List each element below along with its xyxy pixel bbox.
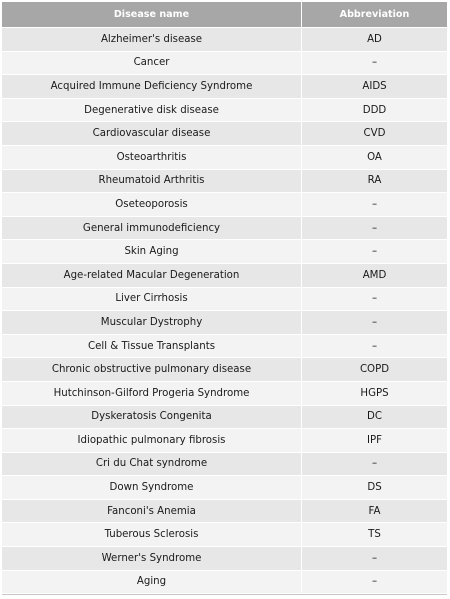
disease-name-cell: Alzheimer's disease	[2, 28, 302, 52]
disease-name-cell: Dyskeratosis Congenita	[2, 406, 302, 430]
abbreviation-cell: –	[302, 240, 447, 264]
abbreviation-cell: –	[302, 453, 447, 477]
disease-name-cell: Cardiovascular disease	[2, 122, 302, 146]
table-row	[2, 193, 447, 217]
disease-name-cell: Tuberous Sclerosis	[2, 523, 302, 547]
table-row	[2, 122, 447, 146]
table-row	[2, 99, 447, 123]
table-row	[2, 382, 447, 406]
abbreviation-cell: RA	[302, 170, 447, 194]
abbreviation-cell: DS	[302, 476, 447, 500]
abbreviation-cell: DC	[302, 406, 447, 430]
disease-name-cell: Rheumatoid Arthritis	[2, 170, 302, 194]
table-row	[2, 75, 447, 99]
abbreviation-cell: TS	[302, 523, 447, 547]
table-row	[2, 335, 447, 359]
table-row	[2, 240, 447, 264]
disease-name-cell: Cri du Chat syndrome	[2, 453, 302, 477]
table-row	[2, 429, 447, 453]
disease-name-cell: Acquired Immune Deficiency Syndrome	[2, 75, 302, 99]
column-header-abbreviation[interactable]: Abbreviation	[302, 2, 447, 28]
disease-name-cell: General immunodeficiency	[2, 217, 302, 241]
abbreviation-cell: –	[302, 571, 447, 595]
table-row	[2, 52, 447, 76]
disease-name-cell: Muscular Dystrophy	[2, 311, 302, 335]
abbreviation-cell: DDD	[302, 99, 447, 123]
abbreviation-cell: HGPS	[302, 382, 447, 406]
table-row	[2, 571, 447, 595]
disease-table	[2, 2, 447, 594]
disease-name-cell: Skin Aging	[2, 240, 302, 264]
abbreviation-cell: AD	[302, 28, 447, 52]
disease-name-cell: Oseteoporosis	[2, 193, 302, 217]
abbreviation-cell: –	[302, 311, 447, 335]
disease-name-cell: Aging	[2, 571, 302, 595]
table-row	[2, 406, 447, 430]
table-row	[2, 28, 447, 52]
table-row	[2, 170, 447, 194]
disease-table-container	[2, 2, 447, 594]
disease-name-cell: Cancer	[2, 52, 302, 76]
abbreviation-cell: AMD	[302, 264, 447, 288]
abbreviation-cell: OA	[302, 146, 447, 170]
table-row	[2, 500, 447, 524]
table-row	[2, 453, 447, 477]
abbreviation-cell: –	[302, 193, 447, 217]
disease-name-cell: Liver Cirrhosis	[2, 288, 302, 312]
abbreviation-cell: FA	[302, 500, 447, 524]
disease-name-cell: Osteoarthritis	[2, 146, 302, 170]
disease-name-cell: Degenerative disk disease	[2, 99, 302, 123]
disease-name-cell: Fanconi's Anemia	[2, 500, 302, 524]
abbreviation-cell: –	[302, 288, 447, 312]
disease-name-cell: Chronic obstructive pulmonary disease	[2, 358, 302, 382]
abbreviation-cell: AIDS	[302, 75, 447, 99]
table-row	[2, 217, 447, 241]
disease-name-cell: Werner's Syndrome	[2, 547, 302, 571]
abbreviation-cell: –	[302, 547, 447, 571]
disease-name-cell: Idiopathic pulmonary fibrosis	[2, 429, 302, 453]
disease-name-cell: Hutchinson-Gilford Progeria Syndrome	[2, 382, 302, 406]
abbreviation-cell: IPF	[302, 429, 447, 453]
abbreviation-cell: CVD	[302, 122, 447, 146]
abbreviation-cell: COPD	[302, 358, 447, 382]
column-header-disease-name[interactable]: Disease name	[2, 2, 302, 28]
table-body	[2, 28, 447, 594]
disease-name-cell: Cell & Tissue Transplants	[2, 335, 302, 359]
disease-name-cell: Down Syndrome	[2, 476, 302, 500]
table-row	[2, 264, 447, 288]
table-row	[2, 476, 447, 500]
table-row	[2, 358, 447, 382]
disease-name-cell: Age-related Macular Degeneration	[2, 264, 302, 288]
abbreviation-cell: –	[302, 335, 447, 359]
abbreviation-cell: –	[302, 52, 447, 76]
abbreviation-cell: –	[302, 217, 447, 241]
table-row	[2, 523, 447, 547]
table-header-row	[2, 2, 447, 28]
table-bottom-border	[2, 594, 447, 595]
table-row	[2, 547, 447, 571]
table-row	[2, 288, 447, 312]
table-row	[2, 146, 447, 170]
table-row	[2, 311, 447, 335]
